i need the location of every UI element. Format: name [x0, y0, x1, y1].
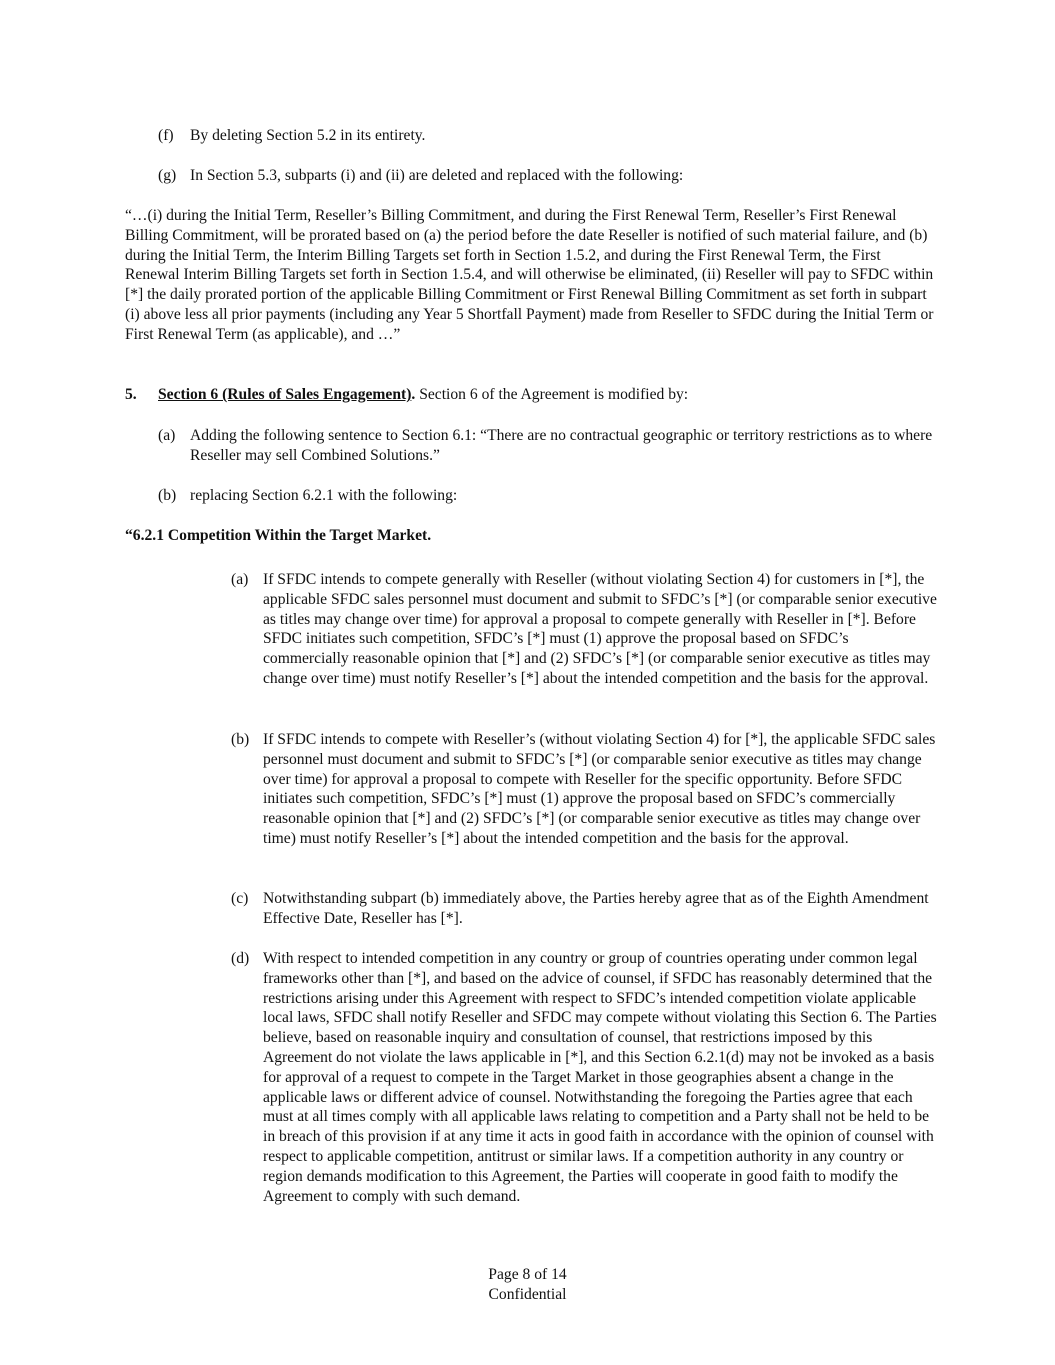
list-item-text: If SFDC intends to compete with Reseller’s (without violating Section 4) for [*], the applicable SFDC sales personnel must document and submit to SFDC’s [*] (or comparable senior executive as titles may change over time) for approval a proposal to compete with Reseller for the specific opportunity. Before SFDC initiates such competition, SFDC’s [*] must (1) approve the proposal based on SFDC’s commercially reasonable opinion that [*] and (2) SFDC’s [*] (or comparable senior executive as titles may change over time) must notify Reseller’s [*] about the intended competition and the basis for the approval.	[263, 731, 936, 847]
subsection-item-d	[231, 949, 938, 1206]
list-item-label: (b)	[158, 487, 177, 504]
list-item-label: (c)	[231, 890, 249, 907]
section-5-heading-line	[158, 385, 937, 405]
list-item-label: (g)	[158, 167, 177, 184]
list-item-text: In Section 5.3, subparts (i) and (ii) are deleted and replaced with the following:	[190, 167, 684, 184]
section-number: 5.	[125, 386, 137, 403]
list-item-label: (b)	[231, 731, 250, 748]
section-intro: Section 6 of the Agreement is modified by:	[415, 386, 689, 403]
section-heading: Section 6 (Rules of Sales Engagement)	[158, 386, 412, 403]
list-item-text: Notwithstanding subpart (b) immediately above, the Parties hereby agree that as of the Eighth Amendment Effective Date, Reseller has [*].	[263, 890, 929, 927]
list-item-text: Adding the following sentence to Section 6.1: “There are no contractual geographic or territory restrictions as to where Reseller may sell Combined Solutions.”	[190, 427, 933, 464]
page-number: Page 8 of 14	[488, 1266, 567, 1283]
subsection-item-a	[231, 570, 938, 689]
list-item-label: (d)	[231, 950, 250, 967]
list-item-label: (a)	[231, 571, 249, 588]
section-5-item-b	[158, 486, 938, 506]
subsection-item-b	[231, 730, 938, 849]
confidential-label: Confidential	[488, 1286, 567, 1303]
list-item-f	[158, 126, 938, 146]
section-heading-period: .	[411, 386, 416, 403]
list-item-g	[158, 166, 938, 186]
section-5	[125, 385, 937, 405]
list-item-label: (f)	[158, 127, 174, 144]
list-item-text: By deleting Section 5.2 in its entirety.	[190, 127, 426, 144]
list-item-text: replacing Section 6.2.1 with the following:	[190, 487, 458, 504]
quoted-paragraph: “…(i) during the Initial Term, Reseller’s Billing Commitment, and during the First Renewal Term, Reseller’s First Renewal Billing Commitment, will be prorated based on (a) the period before the date Reseller is notified of such material failure, and (b) during the Initial Term, the Interim Billing Targets set forth in Section 1.5.2, and during the First Renewal Term, the First Renewal Interim Billing Targets set forth in Section 1.5.4, and will otherwise be eliminated, (ii) Reseller will pay to SFDC within [*] the daily prorated portion of the applicable Billing Commitment or First Renewal Billing Commitment as set forth in subpart (i) above less all prior payments (including any Year 5 Shortfall Payment) made from Reseller to SFDC during the Initial Term or First Renewal Term (as applicable), and …”	[125, 207, 934, 343]
list-item-text: With respect to intended competition in any country or group of countries operating under common legal frameworks other than [*], and based on the advice of counsel, if SFDC has reasonably determined that the restrictions arising under this Agreement with respect to SFDC’s intended competition violate applicable local laws, SFDC shall notify Reseller and SFDC may compete without violating this Section 6. The Parties believe, based on reasonable inquiry and consultation of counsel, that restrictions imposed by this Agreement do not violate the laws applicable in [*], and this Section 6.2.1(d) may not be invoked as a basis for approval of a request to compete in the Target Market in those geographies absent a change in the applicable laws or different advice of counsel. Notwithstanding the foregoing the Parties agree that each must at all times comply with all applicable laws relating to competition and a Party shall not be held to be in breach of this provision if at any time it acts in good faith in accordance with the opinion of counsel with respect to applicable competition, antitrust or similar laws. If a competition authority in any country or region demands modification to this Agreement, the Parties will cooperate in good faith to modify the Agreement to comply with such demand.	[263, 950, 937, 1205]
list-item-text: If SFDC intends to compete generally with Reseller (without violating Section 4) for customers in [*], the applicable SFDC sales personnel must document and submit to SFDC’s [*] (or comparable senior executive as titles may change over time) for approval a proposal to compete generally with Reseller in [*]. Before SFDC initiates such competition, SFDC’s [*] must (1) approve the proposal based on SFDC’s commercially reasonable opinion that [*] and (2) SFDC’s [*] (or comparable senior executive as titles may change over time) must notify Reseller’s [*] about the intended competition and the basis for the approval.	[263, 571, 937, 687]
subsection-item-c	[231, 889, 938, 929]
section-5-item-a	[158, 426, 938, 466]
subsection-heading: “6.2.1 Competition Within the Target Market.	[125, 527, 432, 544]
list-item-label: (a)	[158, 427, 176, 444]
